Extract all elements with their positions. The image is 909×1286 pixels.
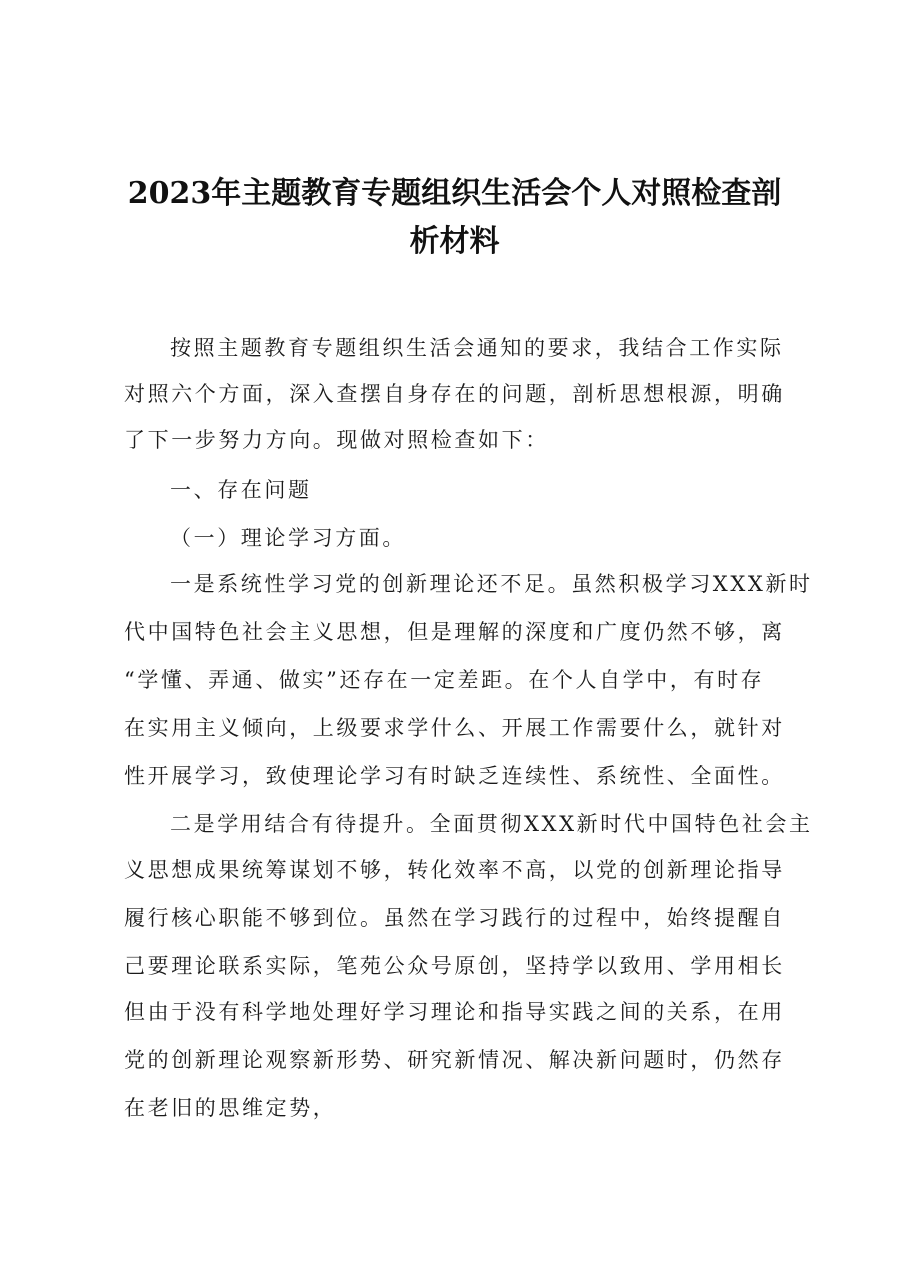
paragraph-line: 性开展学习，致使理论学习有时缺乏连续性、系统性、全面性。 (124, 764, 785, 788)
paragraph-line: 但由于没有科学地处理好学习理论和指导实践之间的关系，在用 (124, 1000, 785, 1024)
paragraph-line: 在老旧的思维定势， (124, 1096, 337, 1120)
paragraph-line: 对照六个方面，深入查摆自身存在的问题，剖析思想根源，明确 (124, 382, 785, 406)
paragraph-line: 党的创新理论观察新形势、研究新情况、解决新问题时，仍然存 (124, 1048, 785, 1072)
document-title-line-1: 2023年主题教育专题组织生活会个人对照检查剖 (127, 176, 782, 211)
paragraph-line: 义思想成果统筹谋划不够，转化效率不高，以党的创新理论指导 (124, 858, 785, 882)
subsection-heading: （一）理论学习方面。 (170, 526, 406, 550)
section-heading: 一、存在问题 (170, 478, 312, 502)
paragraph-line: 在实用主义倾向，上级要求学什么、开展工作需要什么，就针对 (124, 716, 785, 740)
document-title-line-2: 析材料 (409, 224, 500, 259)
paragraph-line: 代中国特色社会主义思想，但是理解的深度和广度仍然不够，离 (124, 620, 785, 644)
paragraph-line: 按照主题教育专题组织生活会通知的要求，我结合工作实际 (170, 336, 784, 360)
paragraph-line: 二是学用结合有待提升。全面贯彻XXX新时代中国特色社会主 (170, 812, 813, 836)
paragraph-line: 履行核心职能不够到位。虽然在学习践行的过程中，始终提醒自 (124, 906, 785, 930)
paragraph-line: 了下一步努力方向。现做对照检查如下： (124, 428, 549, 452)
paragraph-line: “学懂、弄通、做实”还存在一定差距。在个人自学中，有时存 (124, 668, 765, 692)
paragraph-line: 己要理论联系实际，笔苑公众号原创，坚持学以致用、学用相长 (124, 954, 785, 978)
paragraph-line: 一是系统性学习党的创新理论还不足。虽然积极学习XXX新时 (170, 572, 813, 596)
